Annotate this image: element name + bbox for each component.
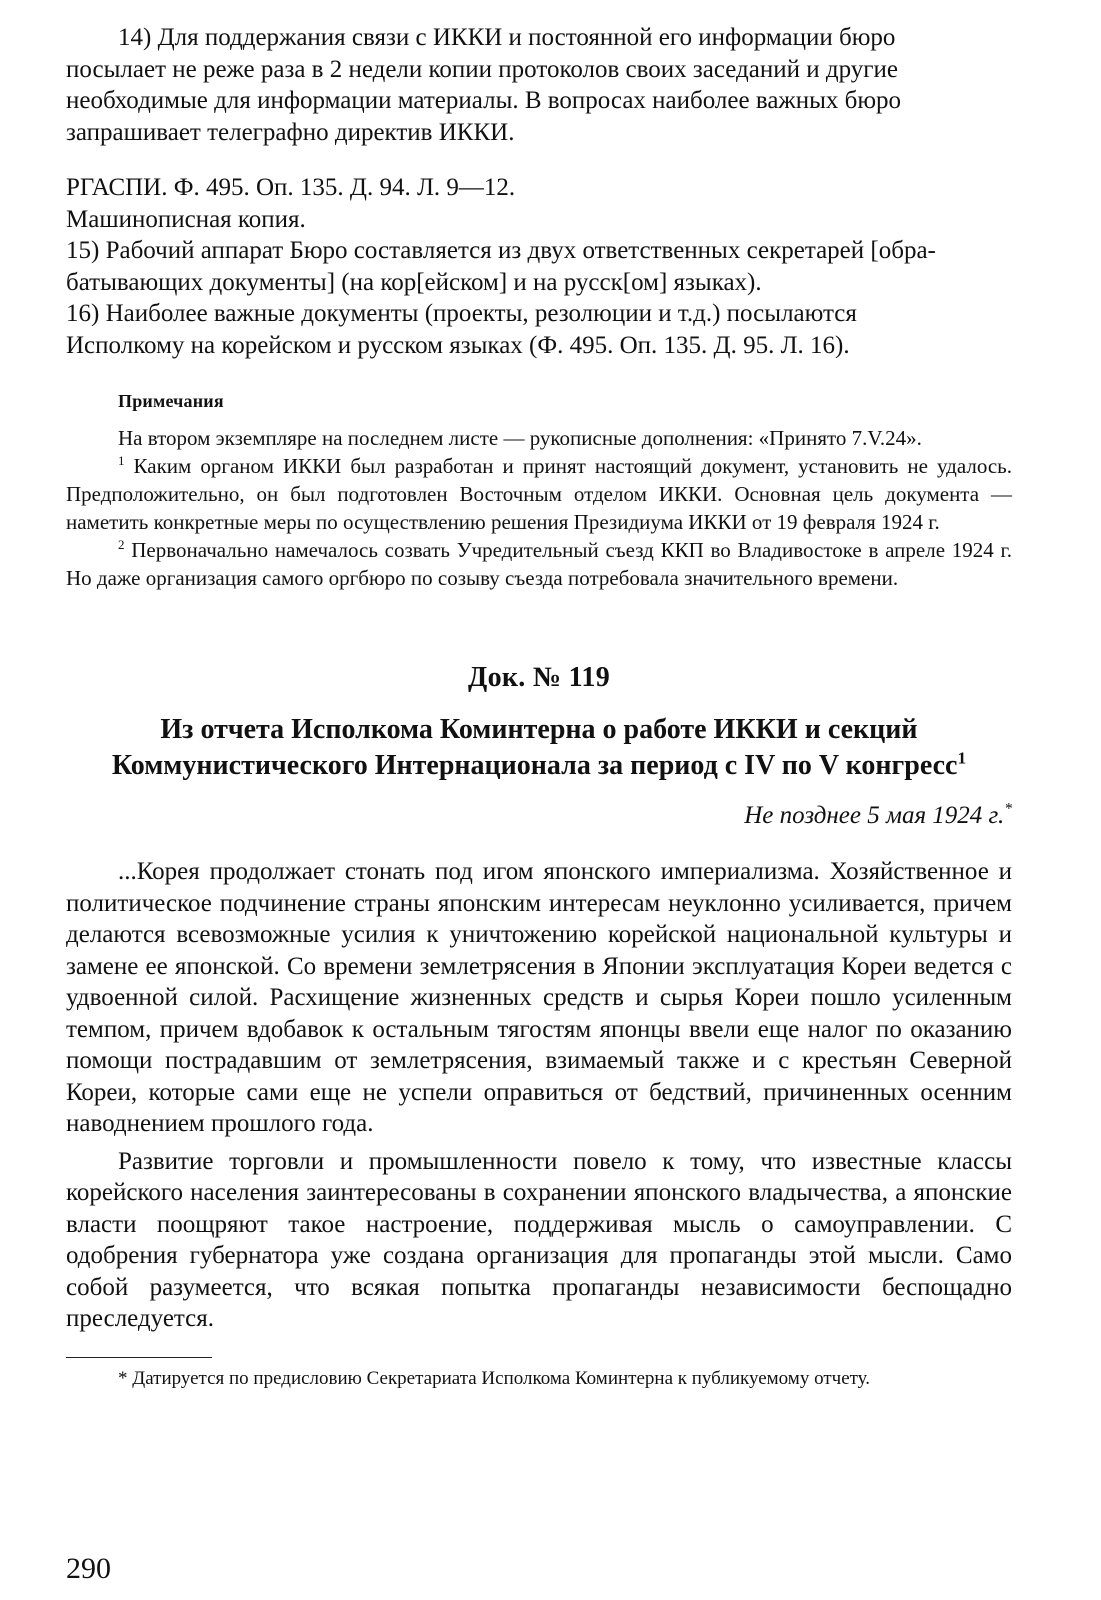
note-1 bbox=[66, 452, 1012, 536]
notes-block bbox=[66, 424, 1012, 592]
document-page bbox=[66, 22, 1012, 1392]
document-number: Док. № 119 bbox=[468, 662, 610, 693]
archive-block bbox=[66, 172, 1012, 361]
date-footnote-marker: * bbox=[1004, 800, 1012, 818]
item-15-line: батывающих документы] (на кор[ейском] и на русск[ом] языках). bbox=[66, 268, 762, 296]
source-reference: РГАСПИ. Ф. 495. Оп. 135. Д. 94. Л. 9—12. bbox=[66, 174, 516, 201]
text-line: посылает не реже раза в 2 недели копии протоколов своих заседаний и другие bbox=[66, 55, 898, 83]
item-15-line: 15) Рабочий аппарат Бюро составляется из двух ответственных секретарей [обра- bbox=[66, 237, 936, 264]
title-footnote-marker: 1 bbox=[957, 748, 967, 768]
page-footnote: * Датируется по предисловию Секретариата Исполкома Коминтерна к публикуемому отчету. bbox=[118, 1367, 871, 1389]
item-16-line: 16) Наиболее важные документы (проекты, резолюции и т.д.) посылаются bbox=[66, 300, 857, 327]
text-line: необходимые для информации материалы. В вопросах наиболее важных бюро bbox=[66, 87, 902, 114]
document-date bbox=[66, 802, 1012, 830]
copy-type: Машинописная копия. bbox=[66, 205, 306, 233]
body-paragraph-2: Развитие торговли и промышленности повело к тому, что известные классы корейского населения заинтересованы в сохранении японского владычества, а японские власти поощряют такое настроение, поддерживая мысль о самоуправлении. С одобрения губернатора уже создана организация для пропаганды этой мысли. Само собой разумеется, что всякая попытка пропаганды независимости беспощадно преследуется. bbox=[66, 1147, 1012, 1332]
note-2-marker: 2 bbox=[118, 537, 125, 552]
notes-heading: Примечания bbox=[118, 391, 224, 411]
note-1-marker: 1 bbox=[118, 453, 125, 468]
document-title-line-2-text: Коммунистического Интернационала за период с IV по V конгресс bbox=[111, 750, 958, 781]
body-paragraph-1: ...Корея продолжает стонать под игом японского империализма. Хозяйственное и политическое подчинение страны японским интересам неуклонно усиливается, причем делаются всевозможные усилия к уничтожению корейской национальной культуры и замене ее японской. Со времени землетрясения в Японии эксплуатация Кореи ведется с удвоенной силой. Расхищение жизненных средств и сырья Кореи пошло усиленным темпом, причем вдобавок к остальным тягостям японцы ввели еще налог по оказанию помощи пострадавшим от землетрясения, взимаемый также и с крестьян Северной Кореи, которые сами еще не успели оправиться от бедствий, причиненных осенним наводнением прошлого года. bbox=[66, 858, 1012, 1137]
text-line: запрашивает телеграфно директив ИККИ. bbox=[66, 118, 515, 146]
footnote-divider bbox=[66, 1357, 212, 1358]
text-line: 14) Для поддержания связи с ИККИ и постоянной его информации бюро bbox=[118, 24, 896, 51]
document-date-text: Не позднее 5 мая 1924 г. bbox=[744, 802, 1005, 829]
note-2 bbox=[66, 536, 1012, 592]
note-intro: На втором экземпляре на последнем листе — рукописные дополнения: «Принято 7.V.24». bbox=[118, 426, 922, 450]
note-2-text: Первоначально намечалось созвать Учредительный съезд ККП во Владивостоке в апреле 1924 г. Но даже организация самого оргбюро по созыву съезда потребовала значительного времени. bbox=[66, 538, 1012, 590]
document-title bbox=[66, 712, 1012, 784]
item-16-line: Исполкому на корейском и русском языках (Ф. 495. Оп. 135. Д. 95. Л. 16). bbox=[66, 331, 850, 359]
page-number: 290 bbox=[66, 1552, 111, 1585]
document-title-line-2 bbox=[66, 748, 1012, 784]
note-1-text: Каким органом ИККИ был разработан и принят настоящий документ, установить не удалось. Предположительно, он был подготовлен Восточным отделом ИККИ. Основная цель документа — наметить конкретные меры по осуществлению решения Президиума ИККИ от 19 февраля 1924 г. bbox=[66, 454, 1012, 534]
document-title-line-1: Из отчета Исполкома Коминтерна о работе ИККИ и секций bbox=[160, 714, 918, 745]
item-14 bbox=[66, 22, 1012, 148]
